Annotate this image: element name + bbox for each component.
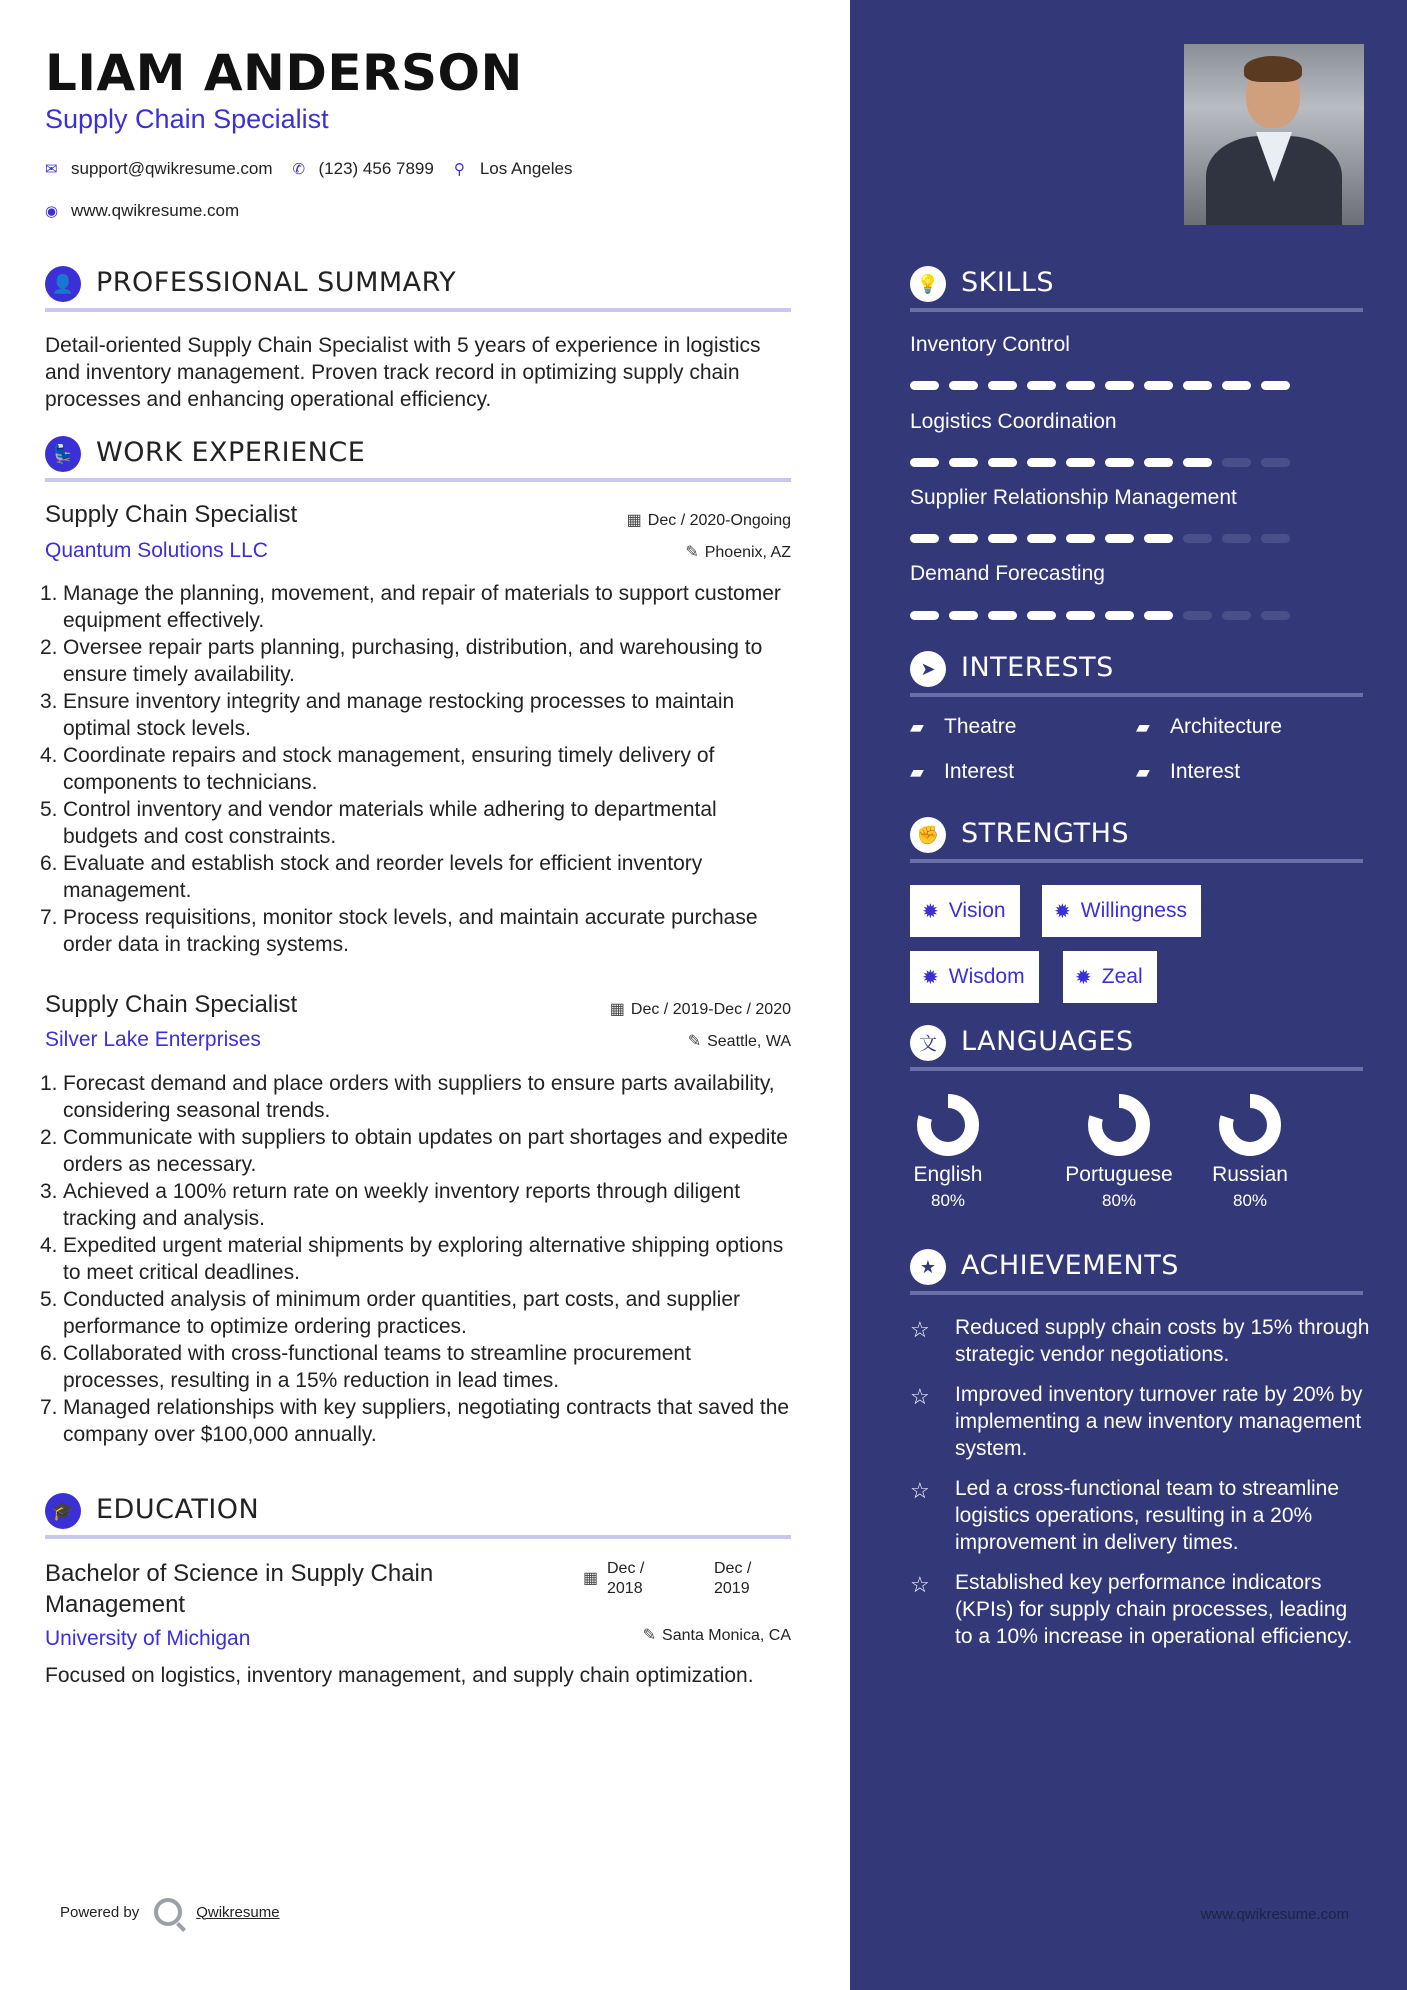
education-start-date: ▦ Dec / 2018	[583, 1560, 645, 1597]
badge-icon: ✹	[922, 900, 939, 923]
qwikresume-link[interactable]: Qwikresume	[196, 1903, 280, 1921]
skill-dot	[910, 458, 939, 467]
qwikresume-logo-icon	[154, 1898, 182, 1926]
interest-item: ▰ Interest	[1136, 760, 1241, 783]
calendar-icon: ▦	[609, 1001, 625, 1018]
skill-dot	[949, 611, 978, 620]
skill-dot	[949, 458, 978, 467]
skill-level-bar	[910, 458, 1300, 467]
shooting-star-icon: ☆	[910, 1317, 930, 1342]
strengths-section-header	[910, 809, 1363, 863]
book-icon: ▰	[910, 717, 924, 737]
section-divider	[910, 859, 1363, 863]
book-icon: ▰	[910, 762, 924, 782]
language-item	[1059, 1093, 1179, 1211]
book-icon: ▰	[1136, 717, 1150, 737]
star-medal-icon: ★	[910, 1249, 946, 1285]
location-text: Los Angeles	[479, 159, 573, 178]
skill-dot	[1027, 534, 1056, 543]
job-company: Silver Lake Enterprises	[45, 1028, 261, 1051]
skill-dot	[1105, 611, 1134, 620]
skill-name: Supplier Relationship Management	[910, 486, 1237, 509]
skill-dot	[1183, 611, 1212, 620]
list-item: 7. Process requisitions, monitor stock levels, and maintain accurate purchase order data in tracking systems.	[40, 906, 758, 956]
list-item: 3. Ensure inventory integrity and manage restocking processes to maintain optimal stock levels.	[40, 690, 735, 740]
skill-dot	[1261, 381, 1290, 390]
sidebar: 💡 SKILLS Inventory Control Logistics Coordination Supplier Relationship Management Demand Forecasting ➤ INTERESTS ▰ Theatre ▰ Architecture ▰ Interest ▰ Interest ✊ STRENGTHS ✹ Vision ✹ Willingness ✹ Wisdom ✹ Zeal 文 LANGUAGES English 80% Portuguese 80% Russian 80% ★ ACHIEVEMENTS ☆ Reduced supply chain costs by 15% through strategic vendor negotiations. ☆ Improved inventory turnover rate by 20% by implementing a new inventory management system. ☆ Led a cross-functional team to streamline logistics operations, resulting in a 20% improvement in delivery times. ☆ Established key performance indicators (KPIs) for supply chain processes, leading to a 10% increase in operational efficiency. www.qwikresume.com	[850, 0, 1407, 1990]
profile-photo	[1184, 44, 1364, 225]
language-name: English	[913, 1163, 983, 1186]
skill-level-bar	[910, 611, 1300, 620]
skill-dot	[1144, 534, 1173, 543]
skill-dot	[1261, 611, 1290, 620]
list-item: 4. Coordinate repairs and stock management, ensuring timely delivery of components to technicians.	[40, 744, 715, 794]
skill-dot	[949, 381, 978, 390]
user-icon: 👤	[45, 266, 81, 302]
skill-dot	[1222, 534, 1251, 543]
skill-dot	[1105, 381, 1134, 390]
skill-dot	[1183, 534, 1212, 543]
list-item: 2. Oversee repair parts planning, purchasing, distribution, and warehousing to ensure timely availability.	[40, 636, 763, 686]
footer-website[interactable]: www.qwikresume.com	[1200, 1906, 1349, 1923]
phone-text[interactable]: (123) 456 7899	[318, 159, 434, 178]
skill-dot	[1183, 381, 1212, 390]
skill-dot	[1183, 458, 1212, 467]
school-name: University of Michigan	[45, 1627, 251, 1650]
skill-dot	[1027, 611, 1056, 620]
badge-icon: ✹	[922, 966, 939, 989]
education-section-header	[45, 1486, 791, 1540]
strength-chip: ✹ Wisdom	[910, 951, 1039, 1003]
badge-icon: ✹	[1054, 900, 1071, 923]
powered-by: Powered by Qwikresume	[60, 1898, 280, 1926]
summary-text: Detail-oriented Supply Chain Specialist with 5 years of experience in logistics and inventory management. Proven track record in optimizing supply chain processes and enhancing operational efficiency.	[45, 334, 761, 411]
skill-dot	[1144, 381, 1173, 390]
language-item	[910, 1093, 986, 1211]
skill-dot	[1066, 458, 1095, 467]
phone-icon: ✆	[292, 161, 306, 178]
skill-dot	[988, 381, 1017, 390]
degree-title: Bachelor of Science in Supply Chain Management	[45, 1560, 434, 1618]
list-item: 2. Communicate with suppliers to obtain updates on part shortages and expedite orders as necessary.	[40, 1126, 788, 1176]
languages-heading: LANGUAGES	[961, 1026, 1134, 1057]
paper-plane-icon: ➤	[910, 651, 946, 687]
briefcase-icon: 💺	[45, 436, 81, 472]
website-row	[45, 201, 239, 221]
skill-dot	[1222, 458, 1251, 467]
language-level: 80%	[930, 1191, 966, 1210]
language-proficiency-ring	[1218, 1093, 1282, 1157]
shooting-star-icon: ☆	[910, 1572, 930, 1597]
section-divider	[45, 478, 791, 482]
interest-item: ▰ Theatre	[910, 715, 1017, 738]
skill-dot	[988, 458, 1017, 467]
education-end-date: Dec / 2019	[714, 1560, 752, 1597]
language-proficiency-ring	[1087, 1093, 1151, 1157]
skill-dot	[1105, 534, 1134, 543]
shooting-star-icon: ☆	[910, 1384, 930, 1409]
skill-name: Logistics Coordination	[910, 410, 1117, 433]
skill-dot	[910, 381, 939, 390]
list-item: 7. Managed relationships with key suppliers, negotiating contracts that saved the company over $100,000 annually.	[40, 1396, 790, 1446]
skill-dot	[1027, 458, 1056, 467]
skill-dot	[1066, 381, 1095, 390]
skill-dot	[988, 611, 1017, 620]
skill-dot	[1222, 381, 1251, 390]
location-pin-icon: ⚲	[453, 161, 465, 178]
skill-dot	[910, 534, 939, 543]
skills-heading: SKILLS	[961, 267, 1055, 298]
skill-dot	[1144, 458, 1173, 467]
language-name: Russian	[1212, 1163, 1288, 1186]
skill-dot	[1027, 381, 1056, 390]
education-location: ✎ Santa Monica, CA	[642, 1627, 791, 1644]
job-title: Supply Chain Specialist	[45, 991, 298, 1018]
calendar-icon: ▦	[626, 512, 642, 529]
section-divider	[910, 1067, 1363, 1071]
section-divider	[910, 693, 1363, 697]
skill-dot	[1222, 611, 1251, 620]
achievements-heading: ACHIEVEMENTS	[961, 1250, 1179, 1281]
education-heading: EDUCATION	[96, 1494, 260, 1525]
section-divider	[910, 1291, 1363, 1295]
skills-section-header	[910, 258, 1363, 312]
experience-section-header	[45, 429, 791, 483]
badge-icon: ✹	[1075, 966, 1092, 989]
globe-icon: ◉	[45, 203, 59, 220]
skill-level-bar	[910, 381, 1300, 390]
job-bullets	[40, 1070, 795, 1448]
contact-row	[45, 159, 572, 179]
achievements-section-header	[910, 1241, 1363, 1295]
candidate-role: Supply Chain Specialist	[45, 104, 329, 134]
strength-chip: ✹ Vision	[910, 885, 1020, 937]
languages-section-header	[910, 1017, 1363, 1071]
list-item: 4. Expedited urgent material shipments by exploring alternative shipping options to meet critical deadlines.	[40, 1234, 784, 1284]
list-item: 5. Conducted analysis of minimum order quantities, part costs, and supplier performance to optimize ordering practices.	[40, 1288, 741, 1338]
email-icon: ✉	[45, 161, 58, 178]
pin-icon: ✎	[685, 544, 699, 561]
job-dates: ▦ Dec / 2020-Ongoing	[626, 512, 791, 529]
pin-icon: ✎	[687, 1033, 702, 1050]
list-item: 6. Evaluate and establish stock and reorder levels for efficient inventory management.	[40, 852, 703, 902]
section-divider	[910, 308, 1363, 312]
skill-dot	[1066, 611, 1095, 620]
interest-item: ▰ Interest	[910, 760, 1015, 783]
interests-section-header	[910, 643, 1363, 697]
skill-dot	[1066, 534, 1095, 543]
language-level: 80%	[1232, 1191, 1268, 1210]
language-level: 80%	[1101, 1191, 1137, 1210]
job-company: Quantum Solutions LLC	[45, 539, 268, 562]
skill-level-bar	[910, 534, 1300, 543]
shooting-star-icon: ☆	[910, 1478, 930, 1503]
language-item	[1210, 1093, 1290, 1211]
language-name: Portuguese	[1065, 1163, 1173, 1186]
summary-section-header	[45, 259, 791, 313]
section-divider	[45, 1535, 791, 1539]
lightbulb-icon: 💡	[910, 266, 946, 302]
strength-chip: ✹ Zeal	[1063, 951, 1157, 1003]
list-item: 1. Manage the planning, movement, and repair of materials to support customer equipment effectively.	[40, 582, 781, 632]
list-item: 5. Control inventory and vendor materials while adhering to departmental budgets and cost constraints.	[40, 798, 717, 848]
strengths-heading: STRENGTHS	[961, 818, 1130, 849]
skill-dot	[1261, 458, 1290, 467]
skill-dot	[988, 534, 1017, 543]
candidate-name: LIAM ANDERSON	[45, 44, 523, 102]
fist-icon: ✊	[910, 817, 946, 853]
job-location: ✎ Seattle, WA	[687, 1033, 791, 1050]
section-divider	[45, 308, 791, 312]
language-proficiency-ring	[916, 1093, 980, 1157]
education-description: Focused on logistics, inventory management, and supply chain optimization.	[45, 1664, 754, 1687]
website-text[interactable]: www.qwikresume.com	[71, 201, 240, 220]
interest-item: ▰ Architecture	[1136, 715, 1283, 738]
job-location: ✎ Phoenix, AZ	[685, 544, 791, 561]
experience-heading: WORK EXPERIENCE	[96, 437, 366, 468]
summary-heading: PROFESSIONAL SUMMARY	[96, 267, 457, 298]
job-title: Supply Chain Specialist	[45, 501, 298, 528]
skill-dot	[1105, 458, 1134, 467]
email-text[interactable]: support@qwikresume.com	[71, 159, 273, 178]
pin-icon: ✎	[642, 1627, 657, 1644]
list-item: 1. Forecast demand and place orders with suppliers to ensure parts availability, considering seasonal trends.	[40, 1072, 775, 1122]
book-icon: ▰	[1136, 762, 1150, 782]
skill-dot	[949, 534, 978, 543]
job-dates: ▦ Dec / 2019-Dec / 2020	[609, 1001, 791, 1018]
graduation-icon: 🎓	[45, 1493, 81, 1529]
interests-heading: INTERESTS	[961, 652, 1114, 683]
calendar-icon: ▦	[583, 1570, 599, 1587]
strength-chip: ✹ Willingness	[1042, 885, 1201, 937]
skill-dot	[1261, 534, 1290, 543]
job-bullets	[40, 580, 795, 958]
skill-name: Demand Forecasting	[910, 562, 1105, 585]
translate-icon: 文	[910, 1025, 946, 1061]
skill-dot	[910, 611, 939, 620]
list-item: 3. Achieved a 100% return rate on weekly inventory reports through diligent tracking and analysis.	[40, 1180, 741, 1230]
list-item: 6. Collaborated with cross-functional teams to streamline procurement processes, resulting in a 15% reduction in lead times.	[40, 1342, 691, 1392]
skill-dot	[1144, 611, 1173, 620]
skill-name: Inventory Control	[910, 333, 1070, 356]
